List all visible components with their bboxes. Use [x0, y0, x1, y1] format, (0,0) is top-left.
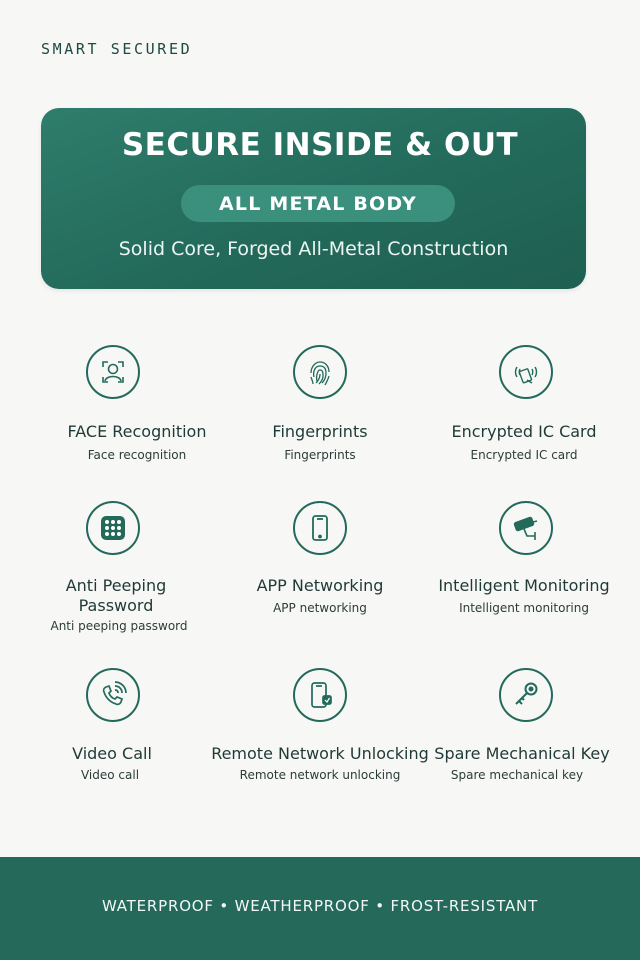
phone-call-icon	[86, 668, 140, 722]
feature-title-remote-unlock: Remote Network Unlocking	[211, 744, 429, 763]
feature-subtitle-fingerprints: Fingerprints	[284, 448, 356, 462]
feature-title-monitoring: Intelligent Monitoring	[438, 576, 610, 595]
face-scan-icon	[86, 345, 140, 399]
fingerprint-icon	[293, 345, 347, 399]
feature-title-password-line1: Anti Peeping	[65, 576, 167, 595]
feature-title-spare-key: Spare Mechanical Key	[434, 744, 610, 763]
nfc-card-icon	[499, 345, 553, 399]
smartphone-icon	[293, 501, 347, 555]
feature-title-face: FACE Recognition	[67, 422, 207, 441]
feature-title-password-line2: Password	[78, 596, 154, 615]
footer-features: WATERPROOF • WEATHERPROOF • FROST-RESISTANT	[101, 897, 539, 915]
feature-title-ic-card: Encrypted IC Card	[451, 422, 597, 441]
feature-subtitle-video-call: Video call	[80, 768, 140, 782]
feature-title-fingerprints: Fingerprints	[272, 422, 368, 441]
key-icon	[499, 668, 553, 722]
feature-subtitle-monitoring: Intelligent monitoring	[459, 601, 589, 615]
hero-pill-badge: ALL METAL BODY	[181, 185, 455, 222]
keypad-icon	[86, 501, 140, 555]
cctv-camera-icon	[499, 501, 553, 555]
feature-title-app: APP Networking	[256, 576, 384, 595]
feature-subtitle-spare-key: Spare mechanical key	[450, 768, 584, 782]
phone-unlock-icon	[293, 668, 347, 722]
feature-subtitle-ic-card: Encrypted IC card	[470, 448, 578, 462]
hero-title: SECURE INSIDE & OUT	[121, 127, 519, 163]
brand-label: SMART SECURED	[41, 40, 193, 58]
feature-title-video-call: Video Call	[72, 744, 152, 763]
feature-subtitle-app: APP networking	[273, 601, 367, 615]
feature-subtitle-remote-unlock: Remote network unlocking	[239, 768, 401, 782]
feature-subtitle-password: Anti peeping password	[50, 619, 188, 633]
feature-subtitle-face: Face recognition	[87, 448, 187, 462]
hero-subtitle: Solid Core, Forged All-Metal Construction	[118, 238, 509, 260]
